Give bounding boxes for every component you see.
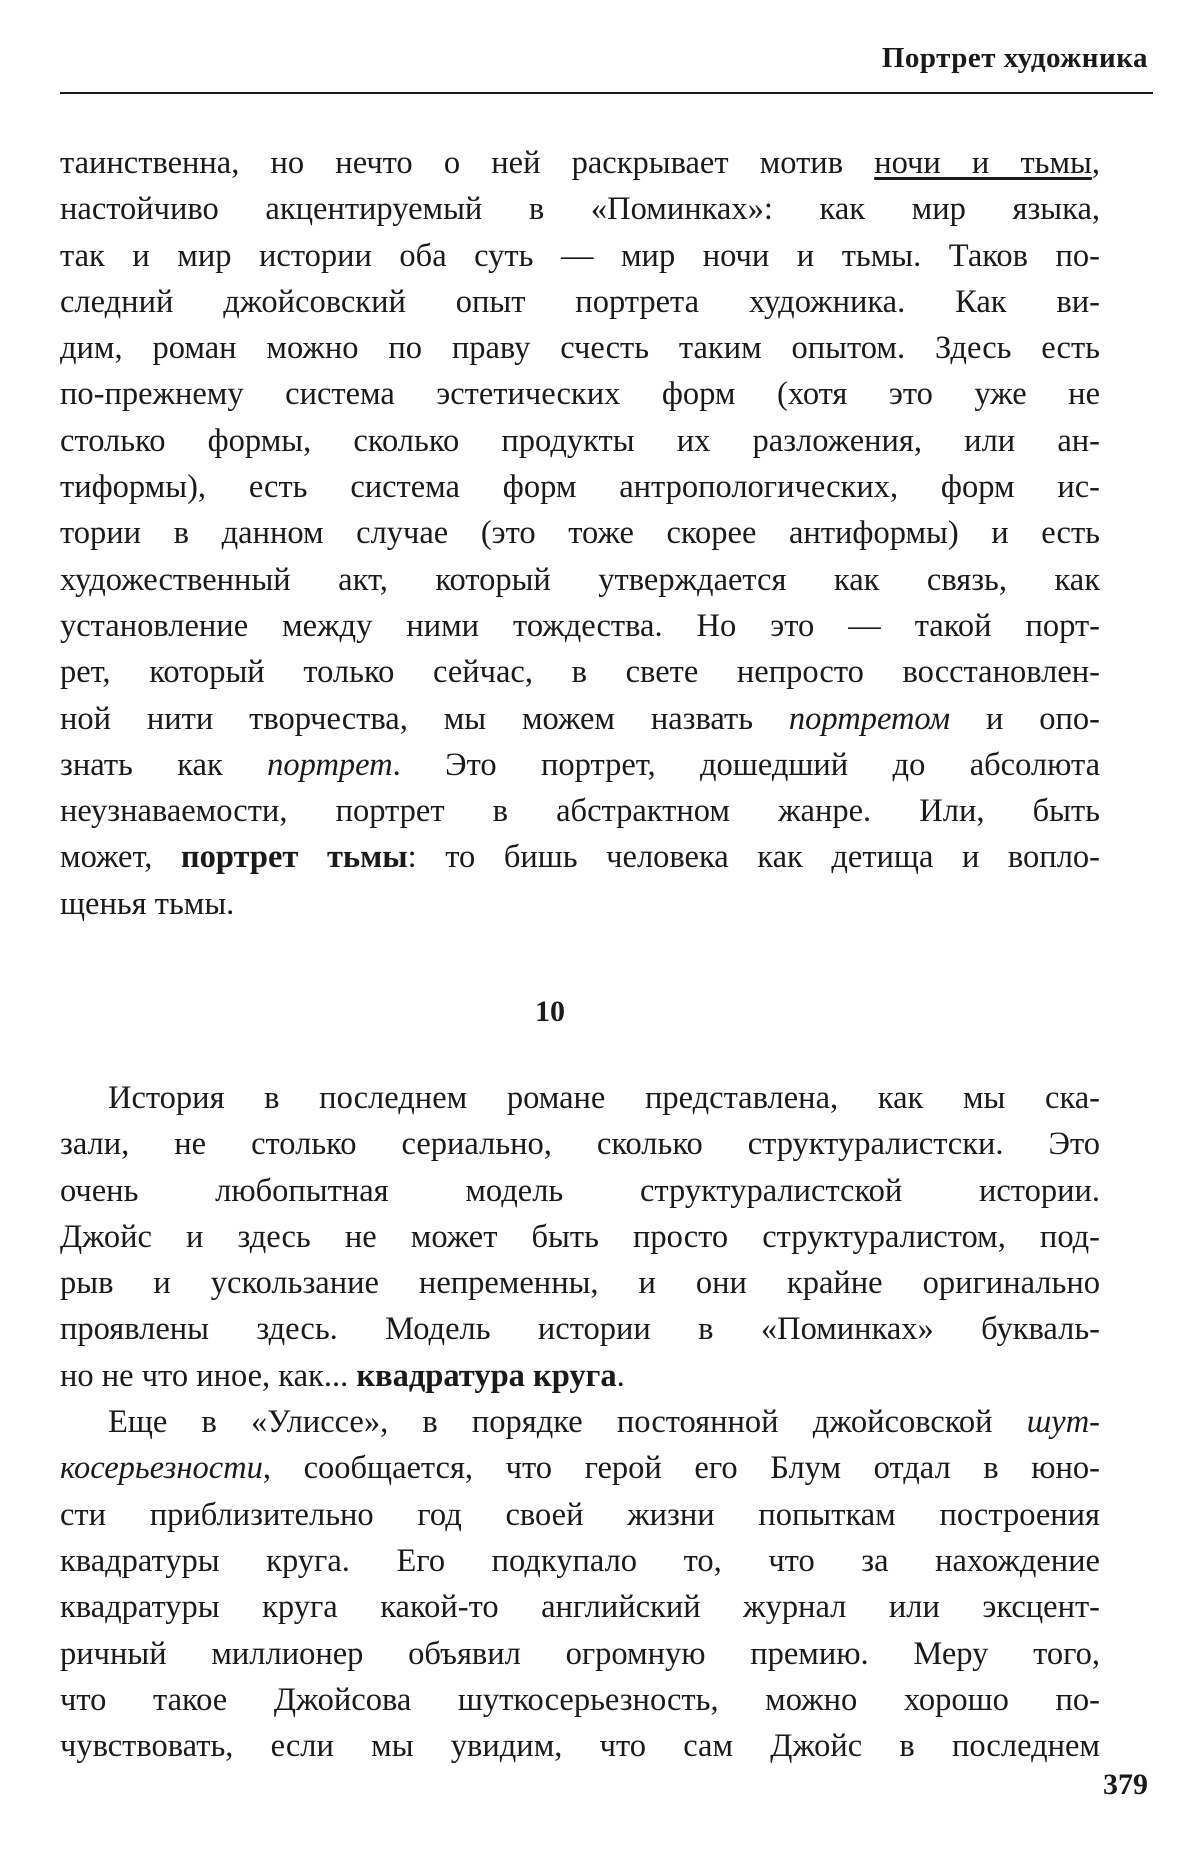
text-line: щенья тьмы. xyxy=(60,885,235,922)
page-number: 379 xyxy=(1103,1768,1148,1801)
text-line: рыв и ускользание непременны, и они крайне оригинально xyxy=(60,1265,1100,1302)
italic-phrase: портрет xyxy=(267,746,393,783)
paragraph-continuation xyxy=(60,140,1100,927)
text-line xyxy=(60,140,1100,186)
text-line: зали, не столько сериально, сколько структуралистски. Это xyxy=(60,1126,1100,1163)
text-segment: . xyxy=(616,1357,625,1394)
bold-phrase: портрет тьмы xyxy=(180,839,408,876)
text-segment: таинственна, но нечто о ней раскрывает мотив xyxy=(60,145,875,181)
italic-phrase: портретом xyxy=(788,700,951,737)
text-line xyxy=(60,696,1100,742)
text-segment: : то бишь человека как детища и вопло- xyxy=(407,839,1100,876)
text-line: чувствовать, если мы увидим, что сам Джойс в последнем xyxy=(60,1728,1100,1765)
text-segment: , xyxy=(1091,145,1100,181)
text-segment: может, xyxy=(60,839,181,876)
text-line xyxy=(60,834,1100,880)
section-number: 10 xyxy=(535,995,565,1028)
text-line: неузнаваемости, портрет в абстрактном жанре. Или, быть xyxy=(60,793,1100,830)
text-line: настойчиво акцентируемый в «Поминках»: как мир языка, xyxy=(60,191,1100,228)
text-line: что такое Джойсова шуткосерьезность, можно хорошо по- xyxy=(60,1681,1100,1718)
text-segment: но не что иное, как... xyxy=(60,1357,357,1394)
header-rule xyxy=(60,92,1153,94)
text-line: Джойс и здесь не может быть просто структуралистом, под- xyxy=(60,1218,1100,1255)
text-segment: знать как xyxy=(60,746,268,783)
text-line xyxy=(60,1353,1100,1399)
text-segment: . Это портрет, дошедший до абсолюта xyxy=(392,746,1101,783)
text-segment: , сообщается, что герой его Блум отдал в юно- xyxy=(262,1450,1100,1487)
text-line: проявлены здесь. Модель истории в «Поминках» букваль- xyxy=(60,1311,1100,1348)
text-line: ричный миллионер объявил огромную премию. Меру того, xyxy=(60,1635,1100,1672)
text-line: следний джойсовский опыт портрета художника. Как ви- xyxy=(60,283,1100,320)
underlined-phrase: ночи и тьмы xyxy=(874,145,1092,181)
text-line: дим, роман можно по праву счесть таким опытом. Здесь есть xyxy=(60,330,1100,367)
text-line: по-прежнему система эстетических форм (хотя это уже не xyxy=(60,376,1100,413)
text-line: рет, который только сейчас, в свете непросто восстановлен- xyxy=(60,654,1100,691)
text-line: квадратуры круга. Его подкупало то, что за нахождение xyxy=(60,1542,1100,1579)
text-segment: ной нити творчества, мы можем назвать xyxy=(60,700,789,737)
text-segment: и опо- xyxy=(950,700,1101,737)
text-line: квадратуры круга какой-то английский журнал или эксцент- xyxy=(60,1589,1100,1626)
text-line xyxy=(60,1399,1100,1445)
italic-phrase: косерьезности xyxy=(60,1450,263,1487)
text-line: так и мир истории оба суть — мир ночи и тьмы. Таков по- xyxy=(60,237,1100,274)
text-line: очень любопытная модель структуралистской истории. xyxy=(60,1172,1100,1209)
text-line xyxy=(60,1445,1100,1491)
text-line: тории в данном случае (это тоже скорее антиформы) и есть xyxy=(60,515,1100,552)
section-body xyxy=(60,1075,1100,1769)
text-line: тиформы), есть система форм антропологических, форм ис- xyxy=(60,469,1100,506)
text-line: столько формы, сколько продукты их разложения, или ан- xyxy=(60,422,1100,459)
text-line: установление между ними тождества. Но это — такой порт- xyxy=(60,607,1100,644)
bold-phrase: квадратура круга xyxy=(356,1357,617,1394)
text-segment: Еще в «Улиссе», в порядке постоянной джойсовской xyxy=(108,1404,1027,1441)
text-line: сти приблизительно год своей жизни попыткам построения xyxy=(60,1496,1100,1533)
text-line xyxy=(60,742,1100,788)
running-head: Портрет художника xyxy=(881,42,1148,74)
text-line: История в последнем романе представлена, как мы ска- xyxy=(108,1080,1100,1116)
text-line: художественный акт, который утверждается как связь, как xyxy=(60,561,1100,598)
italic-phrase: шут- xyxy=(1026,1404,1100,1441)
